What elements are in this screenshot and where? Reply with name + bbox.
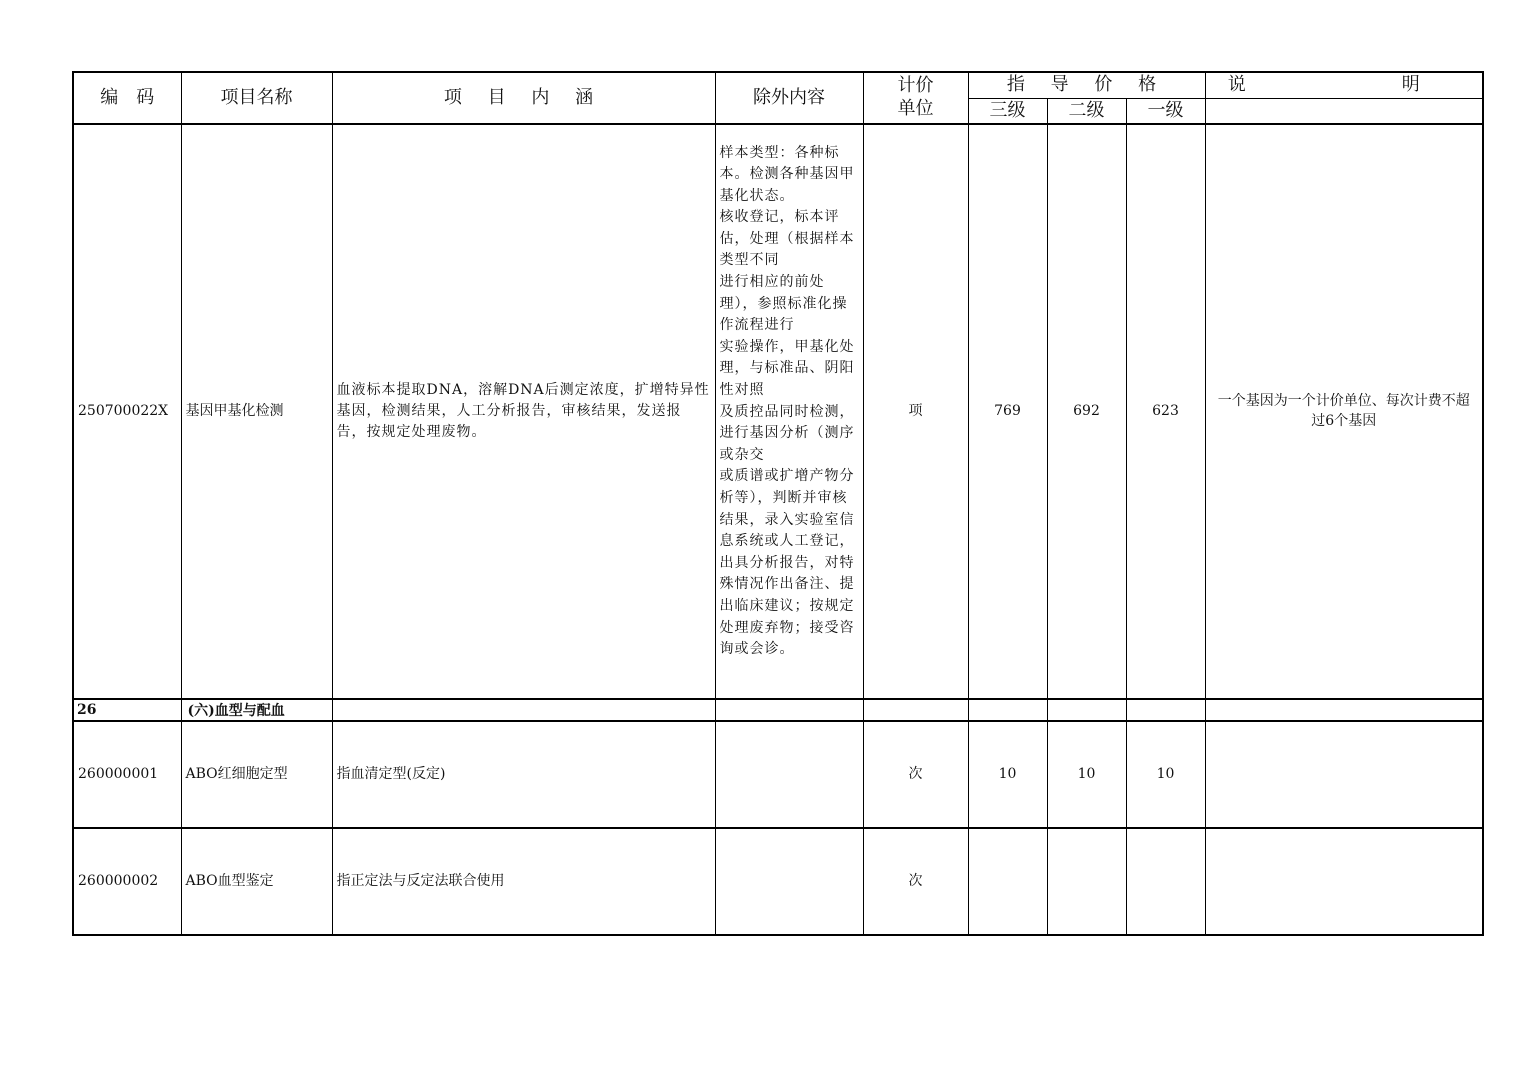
price-sheet: [72, 71, 1484, 936]
cell-exclusion: 样本类型：各种标本。检测各种基因甲基化状态。 核收登记，标本评估，处理（根据样本类型不同 进行相应的前处理），参照标准化操作流程进行 实验操作，甲基化处理，与标准品、阴阳性对照 及质控品同时检测，进行基因分析（测序或杂交 或质谱或扩增产物分析等），判断并审核结果，录入实验室信息系统或人工登记，出具分析报告，对特殊情况作出备注、提出临床建议；按规定处理废弃物；接受咨询或会诊。: [715, 124, 863, 699]
cell-unit: 次: [863, 828, 968, 935]
section-blank: [1205, 699, 1483, 721]
header-level3: 三级: [968, 98, 1047, 124]
header-name: 项目名称: [181, 72, 332, 124]
cell-level3: [968, 828, 1047, 935]
header-price-group: 指 导 价 格: [968, 72, 1205, 98]
header-unit: [863, 72, 968, 124]
section-blank: [332, 699, 715, 721]
section-blank: [1126, 699, 1205, 721]
section-blank: [863, 699, 968, 721]
header-code: 编 码: [73, 72, 181, 124]
cell-level2: 10: [1047, 721, 1126, 828]
table-row: [73, 828, 1483, 935]
cell-level3: 10: [968, 721, 1047, 828]
cell-unit: 项: [863, 124, 968, 699]
table-row: [73, 124, 1483, 699]
section-row: [73, 699, 1483, 721]
cell-content: 指正定法与反定法联合使用: [332, 828, 715, 935]
cell-level2: [1047, 828, 1126, 935]
section-blank: [715, 699, 863, 721]
header-unit-line1: 计价: [897, 75, 934, 97]
price-table: [72, 71, 1484, 936]
header-content: 项 目 内 涵: [332, 72, 715, 124]
header-row: [73, 72, 1483, 98]
header-note: 说 明: [1205, 72, 1483, 98]
cell-code: 260000002: [73, 828, 181, 935]
cell-name: 基因甲基化检测: [181, 124, 332, 699]
header-unit-line2: 单位: [897, 98, 934, 120]
cell-code: 260000001: [73, 721, 181, 828]
cell-level1: 623: [1126, 124, 1205, 699]
cell-content: 血液标本提取DNA，溶解DNA后测定浓度，扩增特异性基因，检测结果，人工分析报告，审核结果，发送报告，按规定处理废物。: [332, 124, 715, 699]
cell-exclusion: [715, 828, 863, 935]
section-code: 26: [73, 699, 181, 721]
header-level1: 一级: [1126, 98, 1205, 124]
header-exclusion: 除外内容: [715, 72, 863, 124]
section-name: (六)血型与配血: [181, 699, 332, 721]
cell-note: 一个基因为一个计价单位、每次计费不超过6个基因: [1205, 124, 1483, 699]
cell-level2: 692: [1047, 124, 1126, 699]
cell-name: ABO血型鉴定: [181, 828, 332, 935]
cell-code: 250700022X: [73, 124, 181, 699]
cell-exclusion: [715, 721, 863, 828]
header-note-blank: [1205, 98, 1483, 124]
section-blank: [968, 699, 1047, 721]
cell-level1: 10: [1126, 721, 1205, 828]
cell-name: ABO红细胞定型: [181, 721, 332, 828]
table-row: [73, 721, 1483, 828]
cell-note: [1205, 721, 1483, 828]
cell-note: [1205, 828, 1483, 935]
cell-unit: 次: [863, 721, 968, 828]
cell-level3: 769: [968, 124, 1047, 699]
cell-level1: [1126, 828, 1205, 935]
header-level2: 二级: [1047, 98, 1126, 124]
cell-content: 指血清定型(反定): [332, 721, 715, 828]
section-blank: [1047, 699, 1126, 721]
